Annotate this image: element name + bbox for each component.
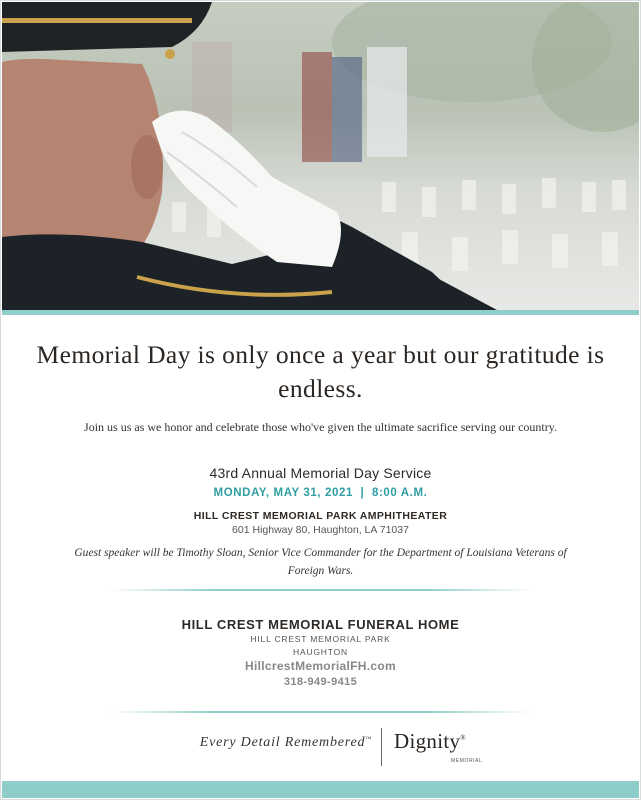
funeral-home-name: HILL CREST MEMORIAL FUNERAL HOME <box>181 617 460 632</box>
brand-name: Dignity <box>394 729 461 753</box>
footer-divider <box>110 711 531 713</box>
section-divider <box>110 589 531 591</box>
event-address: 601 Highway 80, Haughton, LA 71037 <box>232 524 409 536</box>
event-venue: HILL CREST MEMORIAL PARK AMPHITHEATER <box>193 510 448 522</box>
logo-separator <box>381 728 382 766</box>
soldier-salute-illustration <box>2 2 639 310</box>
hero-photo <box>2 2 639 310</box>
funeral-home-city: HAUGHTON <box>293 647 348 657</box>
tagline-trademark: ™ <box>365 736 372 743</box>
event-title: 43rd Annual Memorial Day Service <box>209 465 432 481</box>
brand-subtitle: MEMORIAL <box>451 758 483 764</box>
speaker-note: Guest speaker will be Timothy Sloan, Senior Vice Commander for the Department of Louisiana Veterans of Foreign Wars. <box>74 547 567 577</box>
headline: Memorial Day is only once a year but our gratitude is endless. <box>36 340 605 403</box>
event-date-time: MONDAY, MAY 31, 2021 | 8:00 A.M. <box>213 487 428 499</box>
bottom-teal-band <box>2 781 639 798</box>
brand-registered-mark: ® <box>460 734 466 742</box>
funeral-home-park: HILL CREST MEMORIAL PARK <box>250 634 391 644</box>
funeral-home-phone[interactable]: 318-949-9415 <box>283 676 358 688</box>
dignity-logo <box>394 729 466 754</box>
funeral-home-website[interactable]: HillcrestMemorialFH.com <box>245 659 396 673</box>
tagline <box>152 735 372 751</box>
top-teal-rule <box>2 310 639 315</box>
tagline-text: Every Detail Remembered <box>199 735 366 750</box>
intro-text: Join us us as we honor and celebrate those who've given the ultimate sacrifice serving our country. <box>84 420 557 434</box>
